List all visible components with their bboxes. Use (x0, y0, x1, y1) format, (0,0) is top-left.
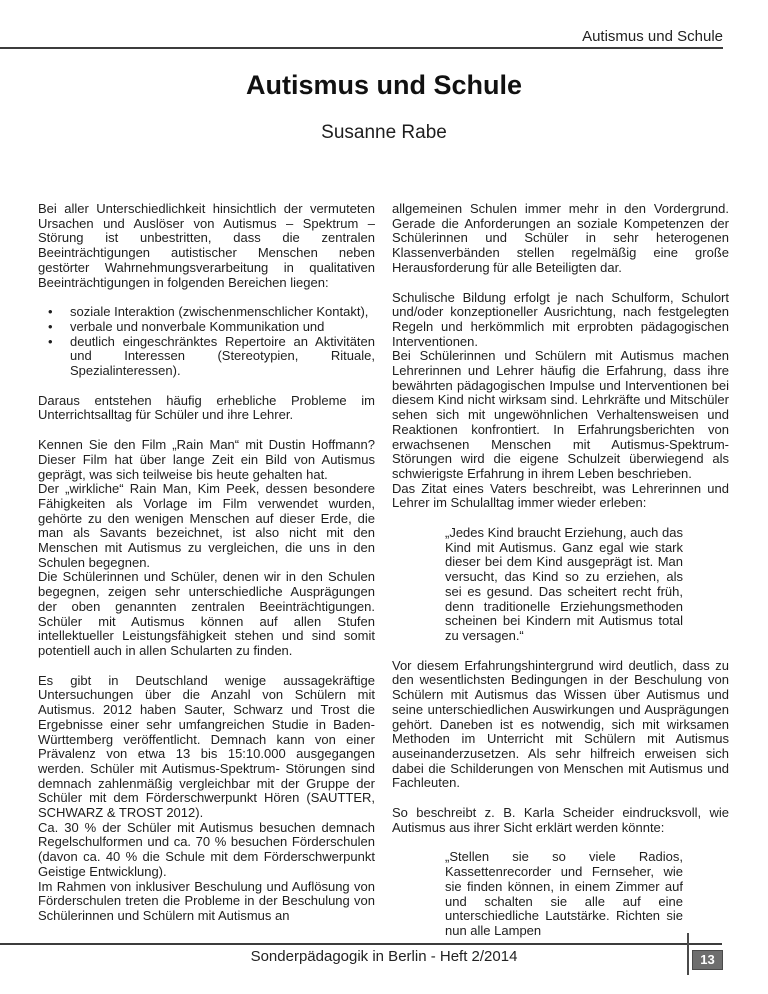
paragraph: Es gibt in Deutschland wenige aussagekräftige Untersuchungen über die Anzahl von Schülern mit Autismus. 2012 haben Sauter, Schwarz und Trost die Ergebnisse einer sehr umfangreichen Studie in Baden-Württemberg veröffentlicht. Demnach kann von einer Prävalenz von etwa 13 bis 15:10.000 ausgegangen werden. Schüler mit Autismus-Spektrum- Störungen sind demnach zahlenmäßig vergleichbar mit der Gruppe der Schüler mit dem Förderschwerpunkt Hören (SAUTTER, SCHWARZ & TROST 2012). (38, 672, 375, 821)
paragraph: Das Zitat eines Vaters beschreibt, was Lehrerinnen und Lehrer im Schulalltag immer wieder erleben: (392, 480, 729, 511)
right-column (392, 202, 729, 939)
footer-journal: Sonderpädagogik in Berlin - Heft 2/2014 (250, 948, 518, 965)
paragraph: Vor diesem Erfahrungshintergrund wird deutlich, dass zu den wesentlichsten Bedingungen in der Beschulung von Schülern mit Autismus das Wissen über Autismus und seine unterschiedlichen Auswirkungen und Ausprägungen gehört. Daneben ist es notwendig, sich mit wirksamen Methoden im Unterricht mit Schülern mit Autismus auseinanderzusetzen. Als sehr hilfreich erweisen sich dabei die Schilderungen von Menschen mit Autismus und Fachleuten. (392, 657, 729, 791)
paragraph: allgemeinen Schulen immer mehr in den Vordergrund. Gerade die Anforderungen an soziale Kompetenzen der Schülerinnen und Schüler in sehr heterogenen Klassenverbänden stellen regelmäßig eine große Herausforderung für alle Beteiligten dar. (392, 201, 729, 275)
block-quote: „Stellen sie so viele Radios, Kassettenrecorder und Fernseher, wie sie finden können, in einem Zimmer auf und schalten sie alle auf eine unterschiedliche Lautstärke. Richten sie nun alle Lampen (445, 849, 683, 938)
paragraph: Bei aller Unterschiedlichkeit hinsichtlich der vermuteten Ursachen und Auslöser von Autismus – Spektrum – Störung ist unbestritten, dass die zentralen Beeinträchtigungen autistischer Menschen neben gestörter Wahrnehmungsverarbeitung in qualitativen Beeinträchtigungen in folgenden Bereichen liegen: (38, 201, 375, 290)
paragraph: Daraus entstehen häufig erhebliche Probleme im Unterrichtsalltag für Schüler und ihre Lehrer. (38, 392, 375, 423)
paragraph: Der „wirkliche“ Rain Man, Kim Peek, dessen besondere Fähigkeiten als Vorlage im Film verwendet wurden, gehörte zu den wenigen Menschen auf dieser Erde, die man als Savants bezeichnet, ist also nicht mit den Menschen mit Autismus zu vergleichen, die uns in den Schulen begegnen. (38, 481, 375, 570)
article-title: Autismus und Schule (245, 70, 523, 100)
footer-rule (0, 943, 722, 945)
page-number-badge: 13 (692, 950, 723, 970)
paragraph: So beschreibt z. B. Karla Scheider eindrucksvoll, wie Autismus aus ihrer Sicht erklärt werden könnte: (392, 805, 729, 835)
block-quote: „Jedes Kind braucht Erziehung, auch das Kind mit Autismus. Ganz egal wie stark dieser bei dem Kind ausgeprägt ist. Man versucht, das Kind so zu erziehen, als sei es gesund. Das scheitert recht früh, denn traditionelle Erziehungsmethoden scheinen bei Kindern mit Autismus total zu versagen.“ (445, 525, 683, 643)
paragraph: Bei Schülerinnen und Schülern mit Autismus machen Lehrerinnen und Lehrer häufig die Erfahrung, dass ihre bewährten pädagogischen Impulse und Interventionen bei diesem Kind nicht wirksam sind. Lehrkräfte und Mitschüler sehen sich mit ungewöhnlichen Verhaltensweisen und Reaktionen konfrontiert. In Erfahrungsberichten von erwachsenen Menschen mit Autismus-Spektrum-Störungen wird die eigene Schulzeit überwiegend als schwierigste Erfahrung in ihrem Leben beschrieben. (392, 348, 729, 481)
paragraph: Im Rahmen von inklusiver Beschulung und Auflösung von Förderschulen treten die Probleme in der Beschulung von Schülerinnen und Schülern mit Autismus an (38, 878, 375, 923)
bullet-item: • soziale Interaktion (zwischenmenschlicher Kontakt), (38, 305, 375, 320)
left-column (38, 202, 375, 939)
paragraph: Kennen Sie den Film „Rain Man“ mit Dustin Hoffmann? Dieser Film hat über lange Zeit ein Bild von Autismus geprägt, was sich teilweise bis heute gehalten hat. (38, 437, 375, 482)
paragraph: Ca. 30 % der Schüler mit Autismus besuchen demnach Regelschulformen und ca. 70 % besuchen Förderschulen (davon ca. 40 % die Schule mit dem Förderschwerpunkt Geistige Entwicklung). (38, 819, 375, 879)
bullet-list (38, 305, 375, 379)
footer-divider-line (687, 933, 689, 975)
bullet-item: • verbale und nonverbale Kommunikation und (38, 320, 375, 335)
bullet-item: • deutlich eingeschränktes Repertoire an Aktivitäten und Interessen (Stereotypien, Rituale, Spezialinteressen). (38, 335, 375, 379)
header-rule (0, 47, 723, 49)
article-author: Susanne Rabe (321, 122, 447, 143)
running-header: Autismus und Schule (582, 28, 723, 45)
paragraph: Die Schülerinnen und Schüler, denen wir in den Schulen begegnen, zeigen sehr unterschiedliche Ausprägungen der oben genannten zentralen Beeinträchtigungen. Schüler mit Autismus können auf allen Stufen intellektueller Leistungsfähigkeit stehen und sind somit potentiell auch in allen Schularten zu finden. (38, 569, 375, 658)
article-body (38, 202, 729, 939)
paragraph: Schulische Bildung erfolgt je nach Schulform, Schulort und/oder konzeptioneller Ausrichtung, nach festgelegten Regeln und herkömmlich mit erprobten pädagogischen Interventionen. (392, 289, 729, 349)
